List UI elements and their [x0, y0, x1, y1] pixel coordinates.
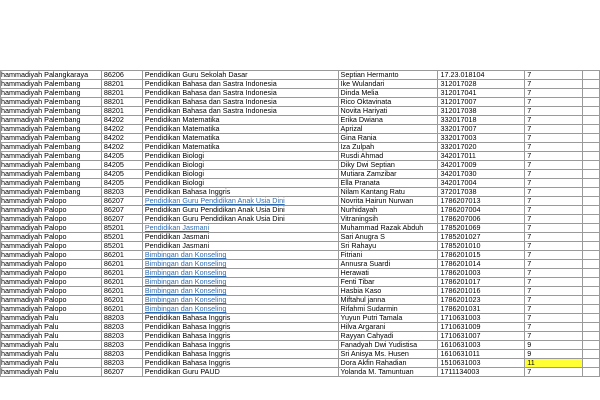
- data-table: [0, 70, 600, 377]
- student-name-cell[interactable]: Hasbia Kaso: [338, 287, 438, 296]
- student-name-cell[interactable]: Ike Wulandari: [338, 80, 438, 89]
- program-code-cell[interactable]: 88201: [101, 80, 142, 89]
- university-cell[interactable]: hammadiyah Palopo: [1, 278, 102, 287]
- table-row[interactable]: [1, 179, 600, 188]
- university-cell[interactable]: hammadiyah Palembang: [1, 179, 102, 188]
- program-code-cell[interactable]: 86201: [101, 260, 142, 269]
- table-row[interactable]: [1, 98, 600, 107]
- semester-cell[interactable]: 7: [525, 179, 583, 188]
- table-row[interactable]: [1, 161, 600, 170]
- student-name-cell[interactable]: Diky Dwi Septian: [338, 161, 438, 170]
- program-code-cell[interactable]: 85201: [101, 224, 142, 233]
- student-id-cell[interactable]: 1785201010: [438, 242, 525, 251]
- program-link[interactable]: Bimbingan dan Konseling: [142, 305, 338, 314]
- student-name-cell[interactable]: Sri Anisya Ms. Husen: [338, 350, 438, 359]
- program-code-cell[interactable]: 88201: [101, 89, 142, 98]
- table-row[interactable]: [1, 116, 600, 125]
- program-cell[interactable]: Pendidikan Biologi: [142, 179, 338, 188]
- student-id-cell[interactable]: 1786201023: [438, 296, 525, 305]
- empty-cell[interactable]: [583, 116, 600, 125]
- empty-cell[interactable]: [583, 278, 600, 287]
- program-code-cell[interactable]: 84202: [101, 125, 142, 134]
- student-id-cell[interactable]: 1786201003: [438, 269, 525, 278]
- student-name-cell[interactable]: Muhammad Razak Abduh: [338, 224, 438, 233]
- semester-cell[interactable]: 7: [525, 125, 583, 134]
- empty-cell[interactable]: [583, 305, 600, 314]
- program-cell[interactable]: Pendidikan Bahasa Inggris: [142, 188, 338, 197]
- student-name-cell[interactable]: Fitriani: [338, 251, 438, 260]
- empty-cell[interactable]: [583, 287, 600, 296]
- student-id-cell[interactable]: 1785201027: [438, 233, 525, 242]
- university-cell[interactable]: hammadiyah Palu: [1, 359, 102, 368]
- semester-cell[interactable]: 7: [525, 107, 583, 116]
- student-name-cell[interactable]: Dinda Melia: [338, 89, 438, 98]
- student-id-cell[interactable]: 332017007: [438, 125, 525, 134]
- university-cell[interactable]: hammadiyah Palopo: [1, 242, 102, 251]
- program-code-cell[interactable]: 88203: [101, 341, 142, 350]
- empty-cell[interactable]: [583, 323, 600, 332]
- student-id-cell[interactable]: 342017030: [438, 170, 525, 179]
- empty-cell[interactable]: [583, 260, 600, 269]
- table-row[interactable]: [1, 359, 600, 368]
- empty-cell[interactable]: [583, 71, 600, 80]
- program-cell[interactable]: Pendidikan Guru Sekolah Dasar: [142, 71, 338, 80]
- program-cell[interactable]: Pendidikan Bahasa dan Sastra Indonesia: [142, 98, 338, 107]
- empty-cell[interactable]: [583, 80, 600, 89]
- program-cell[interactable]: Pendidikan Bahasa dan Sastra Indonesia: [142, 80, 338, 89]
- student-id-cell[interactable]: 1786201017: [438, 278, 525, 287]
- program-code-cell[interactable]: 86207: [101, 206, 142, 215]
- student-name-cell[interactable]: Rusdi Ahmad: [338, 152, 438, 161]
- program-link[interactable]: Bimbingan dan Konseling: [142, 251, 338, 260]
- university-cell[interactable]: hammadiyah Palopo: [1, 233, 102, 242]
- program-cell[interactable]: Pendidikan Matematika: [142, 134, 338, 143]
- student-id-cell[interactable]: 1711134003: [438, 368, 525, 377]
- semester-cell[interactable]: 7: [525, 332, 583, 341]
- semester-cell[interactable]: 7: [525, 206, 583, 215]
- university-cell[interactable]: hammadiyah Palopo: [1, 296, 102, 305]
- student-name-cell[interactable]: Septian Hermanto: [338, 71, 438, 80]
- program-code-cell[interactable]: 88203: [101, 314, 142, 323]
- semester-cell[interactable]: 7: [525, 89, 583, 98]
- student-name-cell[interactable]: Mutiara Zamzibar: [338, 170, 438, 179]
- semester-cell[interactable]: 7: [525, 215, 583, 224]
- program-code-cell[interactable]: 88201: [101, 107, 142, 116]
- program-code-cell[interactable]: 86201: [101, 287, 142, 296]
- empty-cell[interactable]: [583, 269, 600, 278]
- program-code-cell[interactable]: 84202: [101, 116, 142, 125]
- university-cell[interactable]: hammadiyah Palu: [1, 350, 102, 359]
- semester-cell[interactable]: 7: [525, 161, 583, 170]
- program-code-cell[interactable]: 84205: [101, 170, 142, 179]
- semester-cell[interactable]: 7: [525, 278, 583, 287]
- university-cell[interactable]: hammadiyah Palembang: [1, 116, 102, 125]
- student-id-cell[interactable]: 17.23.018104: [438, 71, 525, 80]
- program-code-cell[interactable]: 84202: [101, 143, 142, 152]
- student-id-cell[interactable]: 1786201016: [438, 287, 525, 296]
- student-id-cell[interactable]: 332017020: [438, 143, 525, 152]
- empty-cell[interactable]: [583, 206, 600, 215]
- university-cell[interactable]: hammadiyah Palembang: [1, 134, 102, 143]
- semester-cell[interactable]: 7: [525, 116, 583, 125]
- semester-cell[interactable]: 7: [525, 368, 583, 377]
- university-cell[interactable]: hammadiyah Palopo: [1, 251, 102, 260]
- table-row[interactable]: [1, 134, 600, 143]
- student-id-cell[interactable]: 312017028: [438, 80, 525, 89]
- table-row[interactable]: [1, 296, 600, 305]
- student-id-cell[interactable]: 1786201014: [438, 260, 525, 269]
- program-code-cell[interactable]: 86201: [101, 305, 142, 314]
- program-cell[interactable]: Pendidikan Bahasa Inggris: [142, 323, 338, 332]
- student-name-cell[interactable]: Fenti Tibar: [338, 278, 438, 287]
- semester-cell[interactable]: 7: [525, 170, 583, 179]
- program-code-cell[interactable]: 86201: [101, 269, 142, 278]
- program-cell[interactable]: Pendidikan Bahasa Inggris: [142, 350, 338, 359]
- table-row[interactable]: [1, 206, 600, 215]
- semester-cell-highlighted[interactable]: 11: [525, 359, 583, 368]
- student-name-cell[interactable]: Erika Dwiana: [338, 116, 438, 125]
- student-id-cell[interactable]: 1510631003: [438, 359, 525, 368]
- program-code-cell[interactable]: 86207: [101, 215, 142, 224]
- student-name-cell[interactable]: Iza Zulpah: [338, 143, 438, 152]
- student-name-cell[interactable]: Sari Anugra S: [338, 233, 438, 242]
- student-id-cell[interactable]: 1710631007: [438, 332, 525, 341]
- program-cell[interactable]: Pendidikan Jasmani: [142, 233, 338, 242]
- program-cell[interactable]: Pendidikan Bahasa dan Sastra Indonesia: [142, 107, 338, 116]
- student-name-cell[interactable]: Gina Rania: [338, 134, 438, 143]
- table-row[interactable]: [1, 143, 600, 152]
- university-cell[interactable]: hammadiyah Palembang: [1, 161, 102, 170]
- table-row[interactable]: [1, 152, 600, 161]
- student-id-cell[interactable]: 342017009: [438, 161, 525, 170]
- table-row[interactable]: [1, 350, 600, 359]
- student-name-cell[interactable]: Yolanda M. Tamuntuan: [338, 368, 438, 377]
- university-cell[interactable]: hammadiyah Palopo: [1, 260, 102, 269]
- semester-cell[interactable]: 9: [525, 341, 583, 350]
- empty-cell[interactable]: [583, 179, 600, 188]
- table-row[interactable]: [1, 197, 600, 206]
- program-code-cell[interactable]: 86201: [101, 278, 142, 287]
- semester-cell[interactable]: 7: [525, 305, 583, 314]
- university-cell[interactable]: hammadiyah Palopo: [1, 197, 102, 206]
- table-row[interactable]: [1, 188, 600, 197]
- table-row[interactable]: [1, 80, 600, 89]
- table-row[interactable]: [1, 314, 600, 323]
- semester-cell[interactable]: 7: [525, 152, 583, 161]
- student-name-cell[interactable]: Sri Rahayu: [338, 242, 438, 251]
- student-id-cell[interactable]: 342017004: [438, 179, 525, 188]
- student-id-cell[interactable]: 1610631003: [438, 341, 525, 350]
- university-cell[interactable]: hammadiyah Palembang: [1, 89, 102, 98]
- program-code-cell[interactable]: 84205: [101, 152, 142, 161]
- empty-cell[interactable]: [583, 350, 600, 359]
- semester-cell[interactable]: 7: [525, 143, 583, 152]
- program-cell[interactable]: Pendidikan Biologi: [142, 152, 338, 161]
- table-row[interactable]: [1, 242, 600, 251]
- semester-cell[interactable]: 7: [525, 197, 583, 206]
- university-cell[interactable]: hammadiyah Palembang: [1, 152, 102, 161]
- program-code-cell[interactable]: 86201: [101, 251, 142, 260]
- university-cell[interactable]: hammadiyah Palembang: [1, 98, 102, 107]
- program-cell[interactable]: Pendidikan Bahasa Inggris: [142, 332, 338, 341]
- empty-cell[interactable]: [583, 170, 600, 179]
- university-cell[interactable]: hammadiyah Palembang: [1, 188, 102, 197]
- semester-cell[interactable]: 7: [525, 233, 583, 242]
- empty-cell[interactable]: [583, 98, 600, 107]
- data-table-body: [1, 71, 600, 377]
- table-row[interactable]: [1, 278, 600, 287]
- university-cell[interactable]: hammadiyah Palopo: [1, 269, 102, 278]
- empty-cell[interactable]: [583, 188, 600, 197]
- semester-cell[interactable]: 7: [525, 134, 583, 143]
- empty-cell[interactable]: [583, 341, 600, 350]
- semester-cell[interactable]: 9: [525, 350, 583, 359]
- student-name-cell[interactable]: Ella Pranata: [338, 179, 438, 188]
- student-name-cell[interactable]: Dora Akfin Rahadian: [338, 359, 438, 368]
- program-cell[interactable]: Pendidikan Bahasa dan Sastra Indonesia: [142, 89, 338, 98]
- table-row[interactable]: [1, 89, 600, 98]
- semester-cell[interactable]: 7: [525, 314, 583, 323]
- program-link[interactable]: Bimbingan dan Konseling: [142, 296, 338, 305]
- table-row[interactable]: [1, 125, 600, 134]
- semester-cell[interactable]: 7: [525, 242, 583, 251]
- university-cell[interactable]: hammadiyah Palu: [1, 314, 102, 323]
- program-link[interactable]: Pendidikan Guru Pendidikan Anak Usia Dini: [142, 197, 338, 206]
- student-name-cell[interactable]: Miftahul janna: [338, 296, 438, 305]
- empty-cell[interactable]: [583, 125, 600, 134]
- empty-cell[interactable]: [583, 368, 600, 377]
- student-name-cell[interactable]: Vitraningsih: [338, 215, 438, 224]
- program-cell[interactable]: Pendidikan Biologi: [142, 170, 338, 179]
- student-id-cell[interactable]: 1786207006: [438, 215, 525, 224]
- university-cell[interactable]: hammadiyah Palembang: [1, 125, 102, 134]
- semester-cell[interactable]: 7: [525, 188, 583, 197]
- student-name-cell[interactable]: Novita Hariyati: [338, 107, 438, 116]
- program-code-cell[interactable]: 88203: [101, 332, 142, 341]
- table-row[interactable]: [1, 287, 600, 296]
- student-name-cell[interactable]: Fanadyah Dwi Yudistisa: [338, 341, 438, 350]
- table-row[interactable]: [1, 260, 600, 269]
- university-cell[interactable]: hammadiyah Palopo: [1, 287, 102, 296]
- university-cell[interactable]: hammadiyah Palembang: [1, 143, 102, 152]
- student-name-cell[interactable]: Novrita Hairun Nurwan: [338, 197, 438, 206]
- program-link[interactable]: Pendidikan Jasmani: [142, 224, 338, 233]
- table-row[interactable]: [1, 107, 600, 116]
- program-code-cell[interactable]: 88201: [101, 98, 142, 107]
- empty-cell[interactable]: [583, 215, 600, 224]
- semester-cell[interactable]: 7: [525, 98, 583, 107]
- table-row[interactable]: [1, 71, 600, 80]
- semester-cell[interactable]: 7: [525, 323, 583, 332]
- university-cell[interactable]: hammadiyah Palu: [1, 341, 102, 350]
- student-id-cell[interactable]: 312017007: [438, 98, 525, 107]
- program-code-cell[interactable]: 85201: [101, 242, 142, 251]
- table-row[interactable]: [1, 305, 600, 314]
- program-link[interactable]: Bimbingan dan Konseling: [142, 278, 338, 287]
- university-cell[interactable]: hammadiyah Palu: [1, 332, 102, 341]
- semester-cell[interactable]: 7: [525, 71, 583, 80]
- empty-cell[interactable]: [583, 242, 600, 251]
- student-id-cell[interactable]: 1786207013: [438, 197, 525, 206]
- program-code-cell[interactable]: 86207: [101, 197, 142, 206]
- program-cell[interactable]: Pendidikan Matematika: [142, 143, 338, 152]
- student-id-cell[interactable]: 332017003: [438, 134, 525, 143]
- student-name-cell[interactable]: Aprizal: [338, 125, 438, 134]
- program-cell[interactable]: Pendidikan Guru PAUD: [142, 368, 338, 377]
- student-id-cell[interactable]: 1710631009: [438, 323, 525, 332]
- empty-cell[interactable]: [583, 197, 600, 206]
- semester-cell[interactable]: 7: [525, 296, 583, 305]
- semester-cell[interactable]: 7: [525, 260, 583, 269]
- university-cell[interactable]: hammadiyah Palopo: [1, 206, 102, 215]
- program-code-cell[interactable]: 84202: [101, 134, 142, 143]
- student-name-cell[interactable]: Rayyan Cahyadi: [338, 332, 438, 341]
- empty-cell[interactable]: [583, 134, 600, 143]
- student-name-cell[interactable]: Nilam Kantang Ratu: [338, 188, 438, 197]
- program-link[interactable]: Bimbingan dan Konseling: [142, 269, 338, 278]
- program-cell[interactable]: Pendidikan Guru Pendidikan Anak Usia Dini: [142, 206, 338, 215]
- table-row[interactable]: [1, 170, 600, 179]
- student-name-cell[interactable]: Nurhidayah: [338, 206, 438, 215]
- program-code-cell[interactable]: 85201: [101, 233, 142, 242]
- empty-cell[interactable]: [583, 161, 600, 170]
- program-code-cell[interactable]: 88203: [101, 359, 142, 368]
- university-cell[interactable]: hammadiyah Palangkaraya: [1, 71, 102, 80]
- empty-cell[interactable]: [583, 224, 600, 233]
- university-cell[interactable]: hammadiyah Palembang: [1, 107, 102, 116]
- university-cell[interactable]: hammadiyah Palembang: [1, 170, 102, 179]
- table-row[interactable]: [1, 368, 600, 377]
- empty-cell[interactable]: [583, 359, 600, 368]
- program-cell[interactable]: Pendidikan Matematika: [142, 116, 338, 125]
- program-link[interactable]: Bimbingan dan Konseling: [142, 287, 338, 296]
- semester-cell[interactable]: 7: [525, 251, 583, 260]
- table-row[interactable]: [1, 251, 600, 260]
- student-id-cell[interactable]: 312017038: [438, 107, 525, 116]
- empty-cell[interactable]: [583, 251, 600, 260]
- semester-cell[interactable]: 7: [525, 287, 583, 296]
- semester-cell[interactable]: 7: [525, 224, 583, 233]
- student-id-cell[interactable]: 1786207004: [438, 206, 525, 215]
- program-cell[interactable]: Pendidikan Jasmani: [142, 242, 338, 251]
- program-code-cell[interactable]: 84205: [101, 161, 142, 170]
- student-id-cell[interactable]: 342017011: [438, 152, 525, 161]
- program-code-cell[interactable]: 86206: [101, 71, 142, 80]
- university-cell[interactable]: hammadiyah Palopo: [1, 224, 102, 233]
- student-id-cell[interactable]: 1786201015: [438, 251, 525, 260]
- table-row[interactable]: [1, 224, 600, 233]
- university-cell[interactable]: hammadiyah Palu: [1, 323, 102, 332]
- program-cell[interactable]: Pendidikan Biologi: [142, 161, 338, 170]
- program-cell[interactable]: Pendidikan Bahasa Inggris: [142, 314, 338, 323]
- university-cell[interactable]: hammadiyah Palu: [1, 368, 102, 377]
- student-id-cell[interactable]: 332017018: [438, 116, 525, 125]
- student-name-cell[interactable]: Hilva Argarani: [338, 323, 438, 332]
- student-name-cell[interactable]: Rifahmi Sudarmin: [338, 305, 438, 314]
- empty-cell[interactable]: [583, 89, 600, 98]
- student-name-cell[interactable]: Annusra Suardi: [338, 260, 438, 269]
- student-id-cell[interactable]: 1785201069: [438, 224, 525, 233]
- empty-cell[interactable]: [583, 233, 600, 242]
- university-cell[interactable]: hammadiyah Palopo: [1, 305, 102, 314]
- student-id-cell[interactable]: 312017041: [438, 89, 525, 98]
- program-code-cell[interactable]: 86207: [101, 368, 142, 377]
- program-code-cell[interactable]: 88203: [101, 188, 142, 197]
- program-cell[interactable]: Pendidikan Guru Pendidikan Anak Usia Dini: [142, 215, 338, 224]
- student-id-cell[interactable]: 1786201031: [438, 305, 525, 314]
- program-code-cell[interactable]: 84205: [101, 179, 142, 188]
- university-cell[interactable]: hammadiyah Palembang: [1, 80, 102, 89]
- student-id-cell[interactable]: 1710631003: [438, 314, 525, 323]
- program-cell[interactable]: Pendidikan Bahasa Inggris: [142, 341, 338, 350]
- empty-cell[interactable]: [583, 107, 600, 116]
- program-code-cell[interactable]: 86201: [101, 296, 142, 305]
- program-code-cell[interactable]: 88203: [101, 350, 142, 359]
- program-link[interactable]: Bimbingan dan Konseling: [142, 260, 338, 269]
- program-cell[interactable]: Pendidikan Bahasa Inggris: [142, 359, 338, 368]
- table-row[interactable]: [1, 341, 600, 350]
- empty-cell[interactable]: [583, 143, 600, 152]
- empty-cell[interactable]: [583, 296, 600, 305]
- student-name-cell[interactable]: Yuyun Putri Tamala: [338, 314, 438, 323]
- table-row[interactable]: [1, 332, 600, 341]
- program-code-cell[interactable]: 88203: [101, 323, 142, 332]
- semester-cell[interactable]: 7: [525, 80, 583, 89]
- table-row[interactable]: [1, 215, 600, 224]
- table-row[interactable]: [1, 323, 600, 332]
- empty-cell[interactable]: [583, 152, 600, 161]
- table-row[interactable]: [1, 269, 600, 278]
- program-cell[interactable]: Pendidikan Matematika: [142, 125, 338, 134]
- student-name-cell[interactable]: Herawati: [338, 269, 438, 278]
- semester-cell[interactable]: 7: [525, 269, 583, 278]
- student-id-cell[interactable]: 1610631011: [438, 350, 525, 359]
- table-row[interactable]: [1, 233, 600, 242]
- empty-cell[interactable]: [583, 332, 600, 341]
- university-cell[interactable]: hammadiyah Palopo: [1, 215, 102, 224]
- student-id-cell[interactable]: 372017038: [438, 188, 525, 197]
- student-name-cell[interactable]: Rico Oktavinata: [338, 98, 438, 107]
- empty-cell[interactable]: [583, 314, 600, 323]
